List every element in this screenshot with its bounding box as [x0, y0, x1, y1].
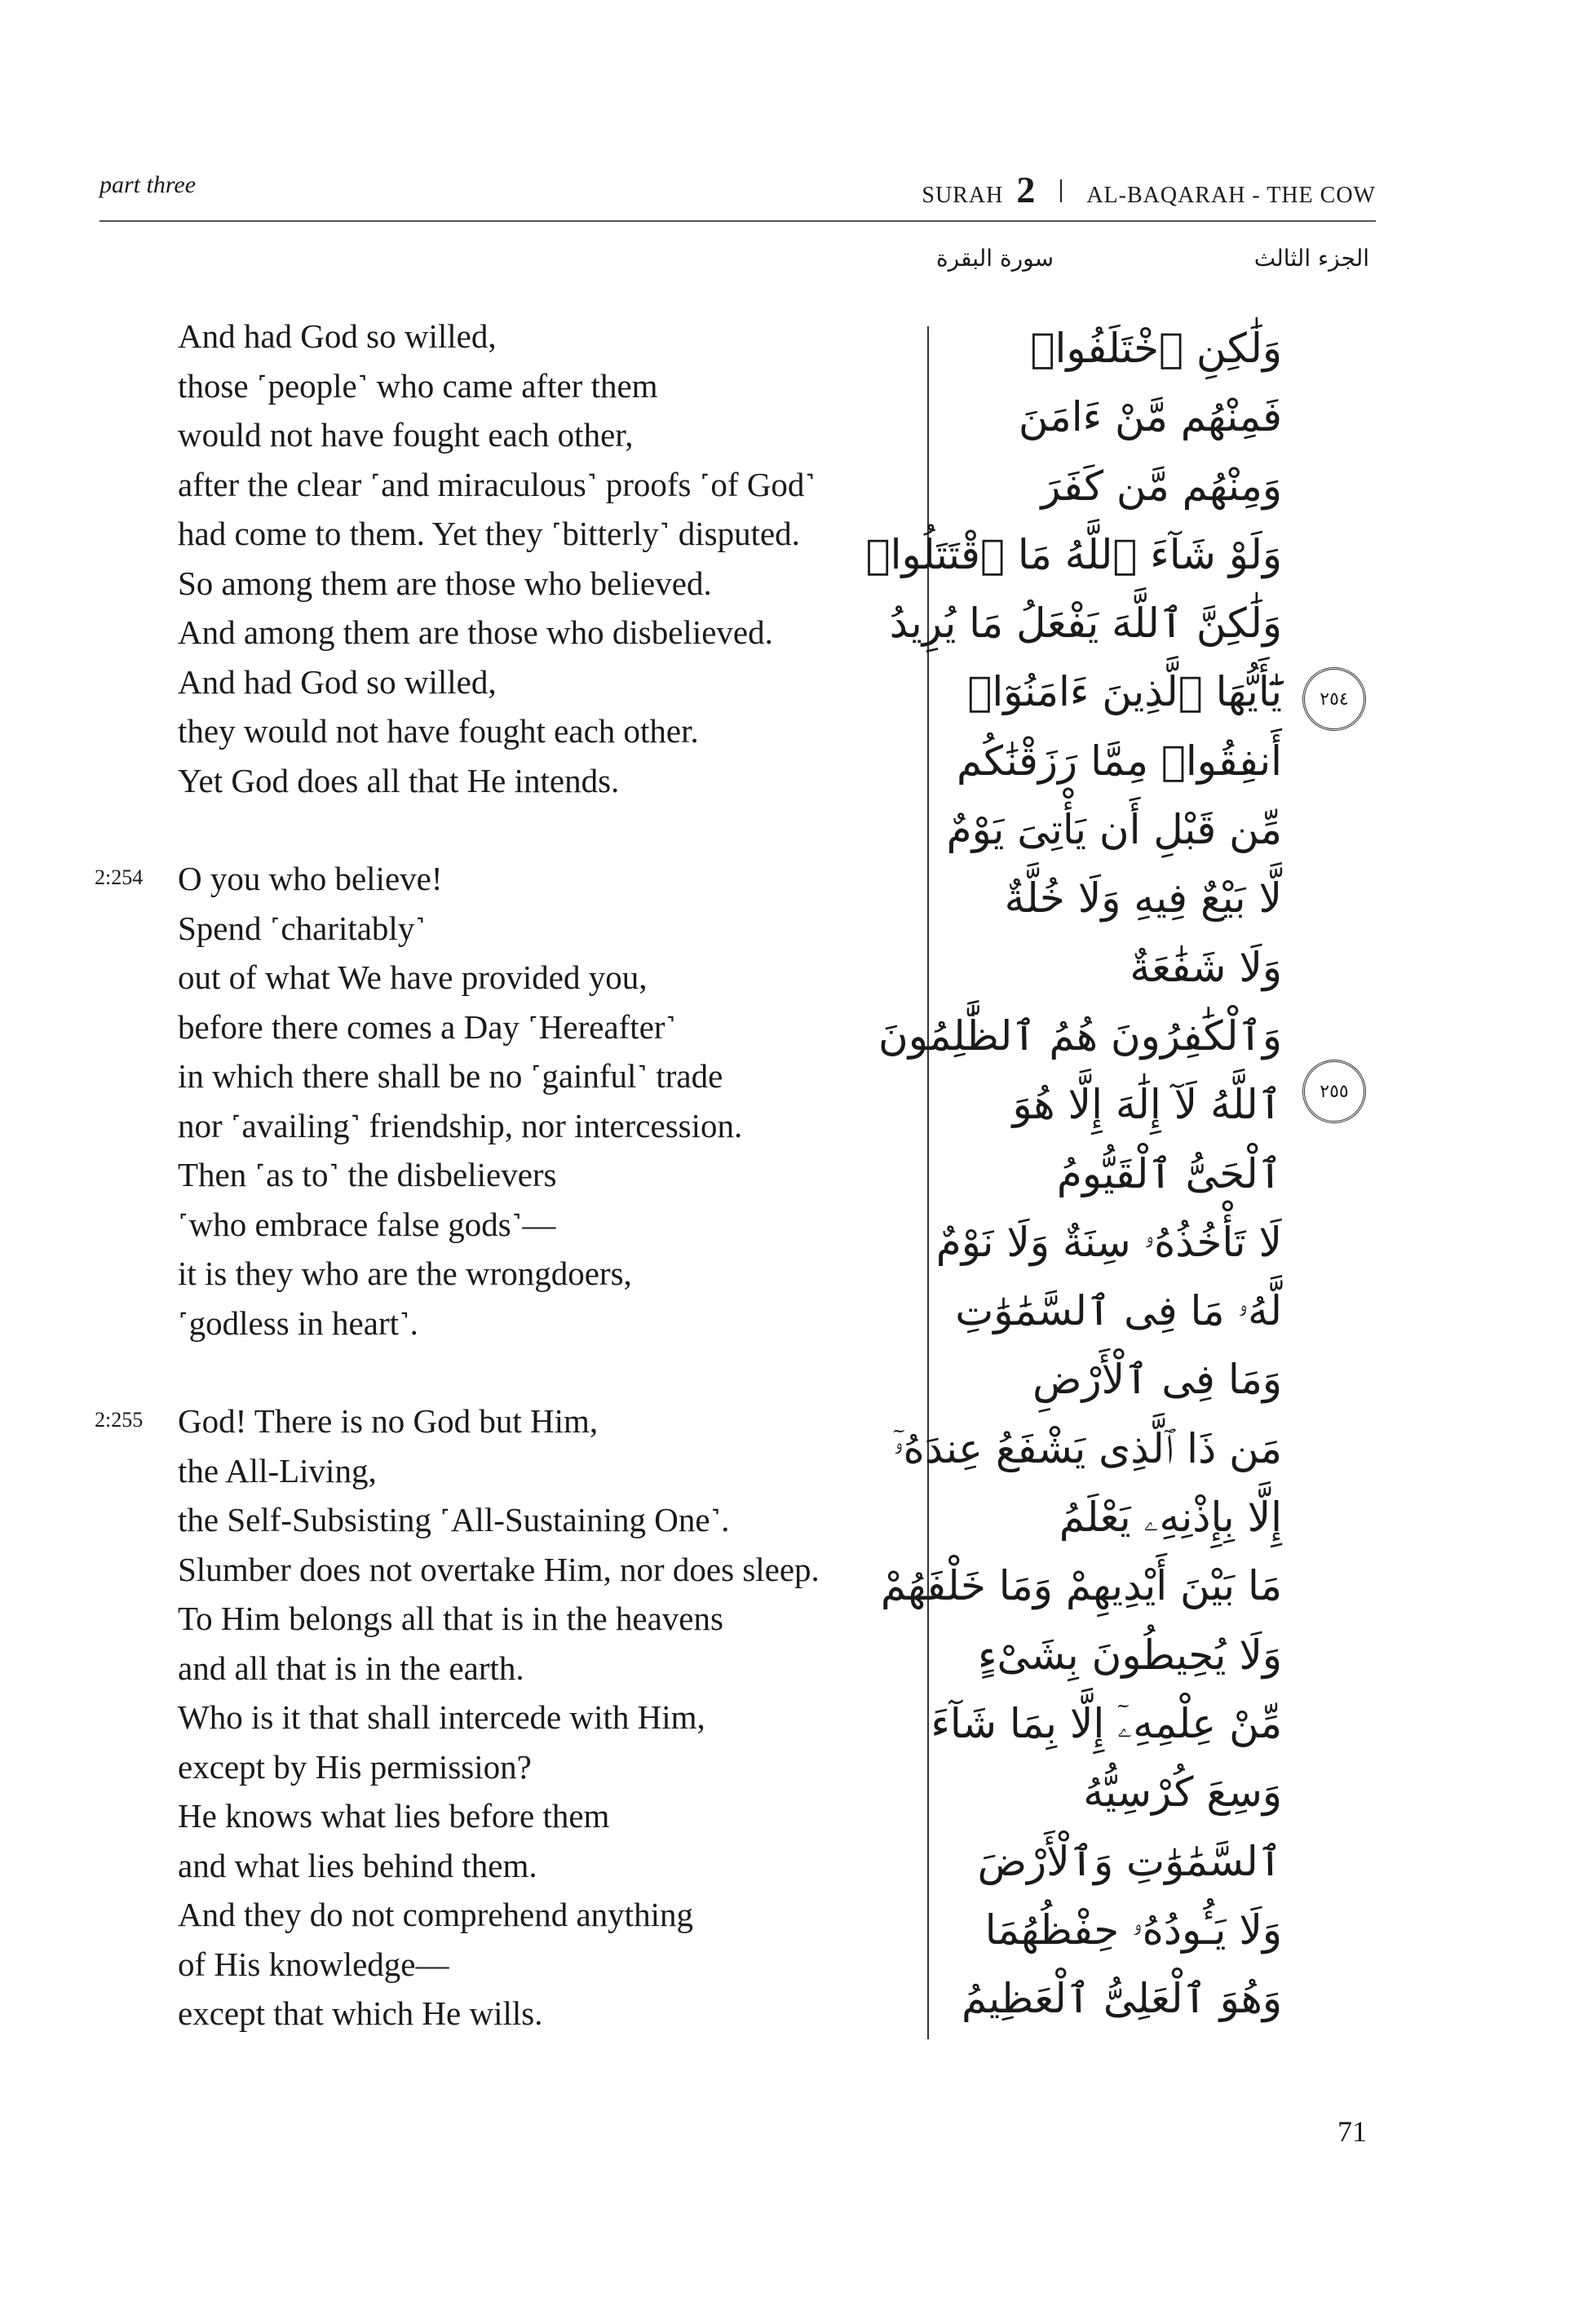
arabic-line: فَمِنْهُم مَّنْ ءَامَنَ [1018, 393, 1282, 441]
translation-line: they would not have fought each other. [178, 712, 699, 750]
arabic-line: ٱلْحَىُّ ٱلْقَيُّومُ [1056, 1149, 1282, 1197]
translation-line: the All-Living, [178, 1451, 377, 1489]
translation-line: after the clear ˹and miraculous˺ proofs ˹of God˺ [178, 465, 816, 503]
surah-heading [922, 171, 1376, 209]
header-rule [99, 220, 1376, 222]
arabic-line: لَّا بَيْعٌ فِيهِ وَلَا خُلَّةٌ [1004, 874, 1282, 923]
arabic-line: ٱلسَّمَٰوَٰتِ وَٱلْأَرْضَ [977, 1837, 1282, 1885]
arabic-line: إِلَّا بِإِذْنِهِۦ يَعْلَمُ [1059, 1494, 1282, 1542]
translation-line: He knows what lies before them [178, 1797, 610, 1835]
stanza [96, 312, 912, 805]
translation-line: except by His permission? [178, 1747, 532, 1786]
arabic-line: لَّهُۥ مَا فِى ٱلسَّمَٰوَٰتِ [955, 1287, 1282, 1335]
header-separator [1060, 179, 1062, 202]
translation-line: and all that is in the earth. [178, 1649, 524, 1687]
arabic-line: مَن ذَا ٱلَّذِى يَشْفَعُ عِندَهُۥٓ [893, 1424, 1282, 1472]
arabic-line: مِّن قَبْلِ أَن يَأْتِىَ يَوْمٌ [946, 806, 1282, 854]
translation-line: had come to them. Yet they ˹bitterly˺ disputed. [178, 515, 800, 552]
verse-marker-255: ٢٥٥ [1302, 1060, 1366, 1123]
arabic-line: وَهُوَ ٱلْعَلِىُّ ٱلْعَظِيمُ [961, 1975, 1282, 2023]
arabic-line: وَلَٰكِنِ ٱخْتَلَفُوا۟ [1030, 325, 1282, 372]
translation-line: And had God so willed, [178, 317, 497, 355]
translation-line: it is they who are the wrongdoers, [178, 1255, 632, 1292]
stanza [96, 1397, 912, 2038]
verse-marker-254: ٢٥٤ [1302, 667, 1366, 731]
arabic-line: وَمِنْهُم مَّن كَفَرَ [1041, 462, 1282, 510]
arabic-surah-label: سورة البقرة [936, 245, 1054, 272]
page-number: 71 [1337, 2115, 1367, 2148]
translation-line: Who is it that shall intercede with Him, [178, 1698, 705, 1736]
arabic-line: وَمَا فِى ٱلْأَرْضِ [1032, 1356, 1282, 1404]
translation-line: ˹who embrace false gods˺— [178, 1205, 556, 1243]
translation-line: Slumber does not overtake Him, nor does sleep. [178, 1550, 820, 1588]
arabic-line: مَا بَيْنَ أَيْدِيهِمْ وَمَا خَلْفَهُمْ [880, 1562, 1282, 1610]
translation-line: except that which He wills. [178, 1994, 543, 2032]
translation-line: in which there shall be no ˹gainful˺ trade [178, 1057, 723, 1095]
translation-line: would not have fought each other, [178, 416, 634, 454]
surah-name: AL-BAQARAH - THE COW [1086, 183, 1376, 208]
translation-line: And had God so willed, [178, 662, 497, 701]
arabic-line: وَلَوْ شَآءَ ٱللَّهُ مَا ٱقْتَتَلُوا۟ [865, 530, 1282, 578]
arabic-line: وَسِعَ كُرْسِيُّهُ [1083, 1768, 1282, 1817]
arabic-line: وَلَٰكِنَّ ٱللَّهَ يَفْعَلُ مَا يُرِيدُ [889, 600, 1282, 648]
translation-line: God! There is no God but Him, [178, 1402, 599, 1440]
arabic-line: وَلَا يَـُٔودُهُۥ حِفْظُهُمَا [984, 1906, 1282, 1954]
arabic-line: مِّنْ عِلْمِهِۦٓ إِلَّا بِمَا شَآءَ [931, 1699, 1282, 1747]
verse-number: 2:255 [95, 1408, 144, 1432]
translation-line: And among them are those who disbelieved. [178, 613, 773, 651]
english-translation [96, 312, 912, 2087]
translation-line: those ˹people˺ who came after them [178, 366, 658, 405]
arabic-line: وَلَا شَفَٰعَةٌ [1130, 943, 1282, 991]
arabic-line: ٱللَّهُ لَآ إِلَٰهَ إِلَّا هُوَ [1012, 1081, 1282, 1129]
part-label: part three [99, 171, 197, 198]
translation-line: Yet God does all that He intends. [178, 761, 620, 799]
surah-number: 2 [1016, 169, 1037, 210]
translation-line: before there comes a Day ˹Hereafter˺ [178, 1007, 677, 1046]
translation-line: ˹godless in heart˺. [178, 1304, 418, 1342]
translation-line: Spend ˹charitably˺ [178, 909, 426, 947]
translation-line: out of what We have provided you, [178, 958, 648, 996]
translation-line: the Self-Subsisting ˹All-Sustaining One˺. [178, 1501, 730, 1538]
translation-line: and what lies behind them. [178, 1846, 537, 1884]
translation-line: Then ˹as to˺ the disbelievers [178, 1156, 557, 1193]
arabic-line: يَٰٓأَيُّهَا ٱلَّذِينَ ءَامَنُوٓا۟ [967, 668, 1282, 716]
arabic-text [866, 314, 1282, 2033]
translation-line: O you who believe! [178, 860, 443, 897]
stanza [96, 854, 912, 1348]
translation-line: nor ˹availing˺ friendship, nor intercession. [178, 1106, 743, 1144]
arabic-line: وَٱلْكَٰفِرُونَ هُمُ ٱلظَّٰلِمُونَ [878, 1011, 1282, 1060]
arabic-part-label: الجزء الثالث [1253, 245, 1369, 272]
verse-number: 2:254 [95, 865, 144, 889]
translation-line: So among them are those who believed. [178, 564, 712, 602]
arabic-line: لَا تَأْخُذُهُۥ سِنَةٌ وَلَا نَوْمٌ [935, 1218, 1282, 1266]
translation-line: And they do not comprehend anything [178, 1896, 693, 1933]
translation-line: To Him belongs all that is in the heavens [178, 1600, 723, 1637]
surah-word: SURAH [922, 183, 1004, 208]
arabic-line: وَلَا يُحِيطُونَ بِشَىْءٍ [978, 1631, 1282, 1679]
arabic-line: أَنفِقُوا۟ مِمَّا رَزَقْنَٰكُم [957, 737, 1282, 785]
translation-line: of His knowledge— [178, 1945, 449, 1983]
